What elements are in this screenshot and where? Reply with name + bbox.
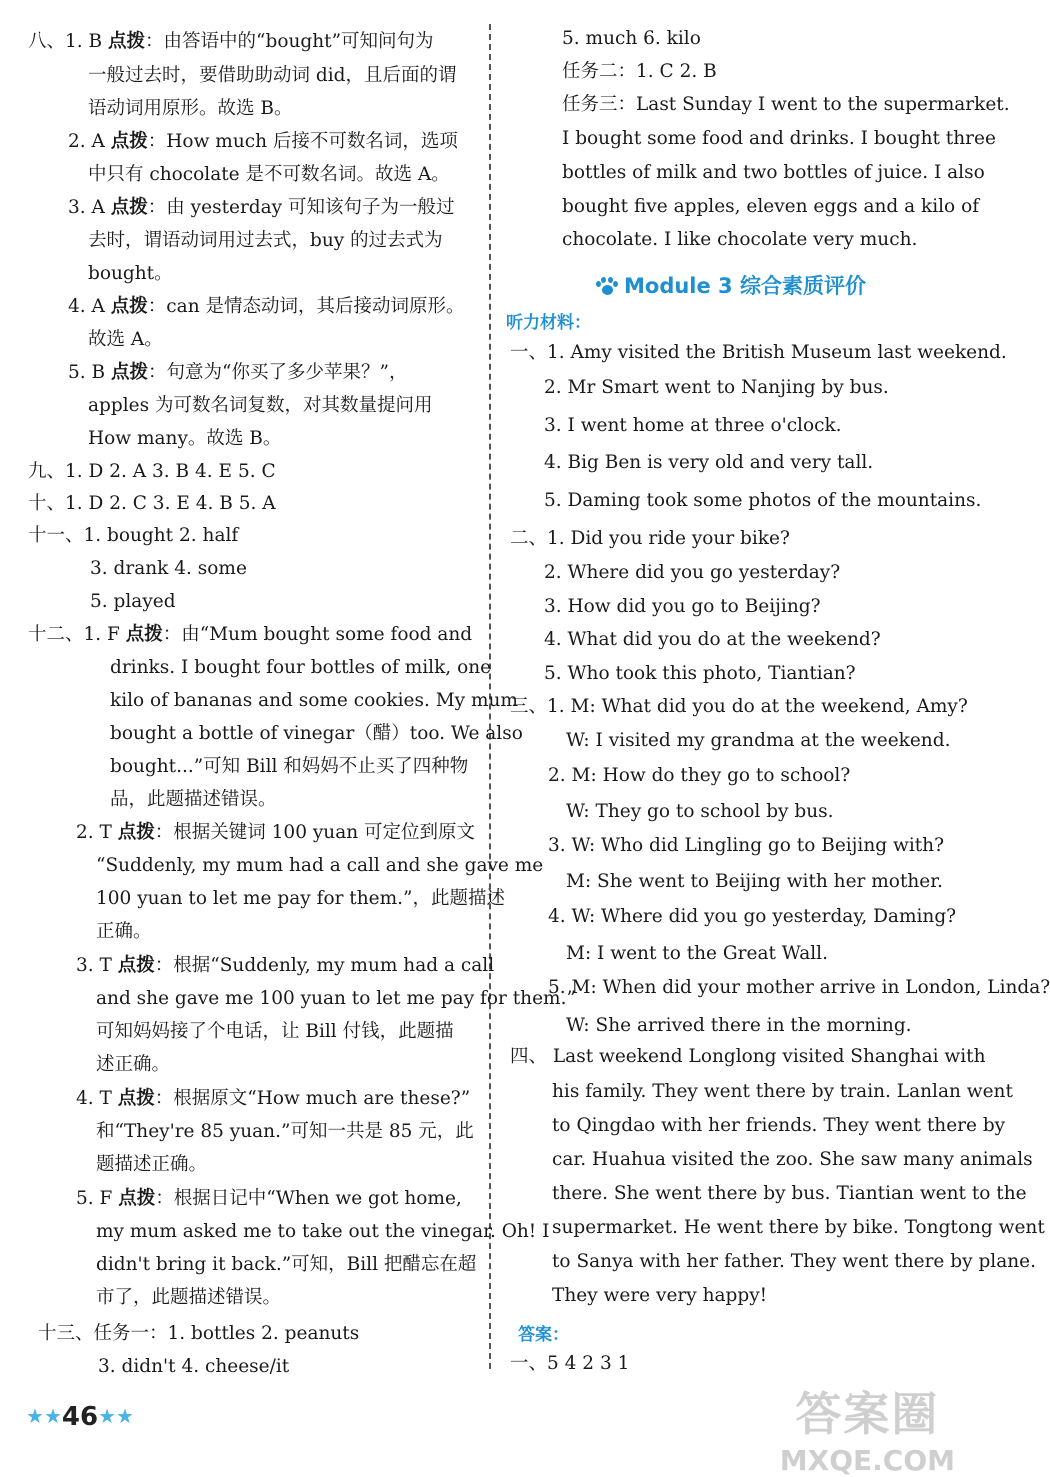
- text-line: 任务三：Last Sunday I went to the supermarket.: [562, 94, 1010, 115]
- listening-material-label: 听力材料：: [506, 313, 591, 333]
- text-line: 去时，谓语动词用过去式，buy 的过去式为: [88, 230, 443, 251]
- text-line: 二、1. Did you ride your bike?: [510, 528, 790, 549]
- text-line: bought...”可知 Bill 和妈妈不止买了四种物: [110, 756, 469, 777]
- text-line: 正确。: [96, 921, 152, 942]
- text-line: 三、1. M: What did you do at the weekend, Amy?: [510, 696, 968, 717]
- watermark-logo: 答案圈: [795, 1387, 940, 1441]
- text-line: M: She went to Beijing with her mother.: [566, 871, 943, 892]
- text-line: 3. I went home at three o'clock.: [544, 415, 842, 436]
- text-line: M: I went to the Great Wall.: [566, 943, 828, 964]
- watermark-url: MXQE.COM: [779, 1444, 955, 1477]
- paw-icon: [596, 278, 618, 296]
- text-line: to Sanya with her father. They went there by plane.: [552, 1251, 1036, 1272]
- star-icon: ★: [43, 1404, 62, 1428]
- text-line: didn't bring it back.”可知，Bill 把醋忘在超: [96, 1254, 477, 1275]
- text-line: bottles of milk and two bottles of juice. I also: [562, 162, 985, 183]
- text-line: 市了，此题描述错误。: [96, 1287, 282, 1308]
- text-line: 5. played: [90, 591, 176, 612]
- text-line: 故选 A。: [88, 329, 163, 350]
- star-icon: ★: [98, 1404, 116, 1428]
- text-line: chocolate. I like chocolate very much.: [562, 229, 918, 250]
- text-line: 3. T 点拨：根据“Suddenly, my mum had a call: [76, 955, 495, 976]
- text-line: 一般过去时，要借助助动词 did，且后面的谓: [88, 65, 457, 86]
- module-title-text: Module 3 综合素质评价: [624, 274, 866, 298]
- text-line: W: She arrived there in the morning.: [566, 1015, 912, 1036]
- text-line: 4. What did you do at the weekend?: [544, 629, 881, 650]
- text-line: 一、1. Amy visited the British Museum last weekend.: [510, 342, 1007, 363]
- text-line: car. Huahua visited the zoo. She saw many animals: [552, 1149, 1033, 1170]
- text-line: 品，此题描述错误。: [110, 789, 277, 810]
- text-line: supermarket. He went there by bike. Tongtong went: [552, 1217, 1045, 1238]
- text-line: 九、1. D 2. A 3. B 4. E 5. C: [28, 461, 276, 482]
- text-line: kilo of bananas and some cookies. My mum: [110, 690, 518, 711]
- text-line: W: I visited my grandma at the weekend.: [566, 730, 951, 751]
- text-line: apples 为可数名词复数，对其数量提问用: [88, 395, 433, 416]
- text-line: 四、 Last weekend Longlong visited Shanghai with: [510, 1046, 986, 1067]
- text-line: 2. A 点拨：How much 后接不可数名词，选项: [68, 131, 458, 152]
- text-line: my mum asked me to take out the vinegar. Oh! I: [96, 1221, 550, 1242]
- text-line: 3. A 点拨：由 yesterday 可知该句子为一般过: [68, 197, 455, 218]
- text-line: 5. F 点拨：根据日记中“When we got home,: [76, 1188, 462, 1209]
- page-number-footer: [26, 1402, 134, 1432]
- text-line: I bought some food and drinks. I bought three: [562, 128, 996, 149]
- page-number: 46: [61, 1402, 99, 1432]
- text-line: 3. How did you go to Beijing?: [544, 596, 821, 617]
- text-line: 2. M: How do they go to school?: [548, 765, 851, 786]
- text-line: his family. They went there by train. Lanlan went: [552, 1081, 1013, 1102]
- text-line: 4. Big Ben is very old and very tall.: [544, 452, 874, 473]
- text-line: They were very happy!: [552, 1285, 768, 1306]
- text-line: 4. A 点拨：can 是情态动词，其后接动词原形。: [68, 296, 465, 317]
- text-line: 八、1. B 点拨：由答语中的“bought”可知问句为: [28, 31, 434, 52]
- text-line: 和“They're 85 yuan.”可知一共是 85 元，此: [96, 1121, 474, 1142]
- text-line: 4. W: Where did you go yesterday, Daming?: [548, 906, 957, 927]
- text-line: 可知妈妈接了个电话，让 Bill 付钱，此题描: [96, 1021, 454, 1042]
- text-line: 5. B 点拨：句意为“你买了多少苹果？”，: [68, 362, 408, 383]
- text-line: 十一、1. bought 2. half: [28, 525, 239, 546]
- text-line: How many。故选 B。: [88, 428, 282, 449]
- text-line: 2. T 点拨：根据关键词 100 yuan 可定位到原文: [76, 822, 476, 843]
- text-line: drinks. I bought four bottles of milk, one: [110, 657, 492, 678]
- text-line: to Qingdao with her friends. They went there by: [552, 1115, 1006, 1136]
- text-line: 3. drank 4. some: [90, 558, 247, 579]
- text-line: 一、5 4 2 3 1: [510, 1353, 630, 1374]
- text-line: 5. Daming took some photos of the mountains.: [544, 490, 982, 511]
- text-line: 语动词用原形。故选 B。: [88, 98, 293, 119]
- module-title: [596, 270, 866, 300]
- text-line: there. She went there by bus. Tiantian went to the: [552, 1183, 1027, 1204]
- text-line: 5. M: When did your mother arrive in London, Linda?: [548, 977, 1050, 998]
- watermark: [780, 1378, 955, 1477]
- text-line: 2. Mr Smart went to Nanjing by bus.: [544, 377, 889, 398]
- text-line: 中只有 chocolate 是不可数名词。故选 A。: [88, 164, 450, 185]
- answer-label: 答案：: [518, 1325, 569, 1345]
- text-line: 十、1. D 2. C 3. E 4. B 5. A: [28, 493, 276, 514]
- text-line: bought five apples, eleven eggs and a kilo of: [562, 196, 980, 217]
- text-line: bought a bottle of vinegar（醋）too. We also: [110, 723, 523, 744]
- text-line: 2. Where did you go yesterday?: [544, 562, 841, 583]
- text-line: and she gave me 100 yuan to let me pay for them.”: [96, 988, 576, 1009]
- text-line: 任务二：1. C 2. B: [562, 61, 717, 82]
- text-line: 4. T 点拨：根据原文“How much are these?”: [76, 1088, 471, 1109]
- star-icon: ★: [116, 1404, 134, 1428]
- star-icon: ★: [26, 1404, 44, 1428]
- text-line: 5. much 6. kilo: [562, 28, 701, 49]
- text-line: bought。: [88, 263, 173, 284]
- text-line: 5. Who took this photo, Tiantian?: [544, 663, 856, 684]
- text-line: 3. W: Who did Lingling go to Beijing with?: [548, 835, 944, 856]
- text-line: 题描述正确。: [96, 1154, 208, 1175]
- text-line: W: They go to school by bus.: [566, 801, 834, 822]
- text-line: 十二、1. F 点拨：由“Mum bought some food and: [28, 624, 473, 645]
- text-line: 述正确。: [96, 1054, 171, 1075]
- text-line: “Suddenly, my mum had a call and she gave me: [96, 855, 544, 876]
- text-line: 十三、任务一：1. bottles 2. peanuts: [38, 1323, 360, 1344]
- text-line: 100 yuan to let me pay for them.”，此题描述: [96, 888, 505, 909]
- text-line: 3. didn't 4. cheese/it: [98, 1356, 290, 1377]
